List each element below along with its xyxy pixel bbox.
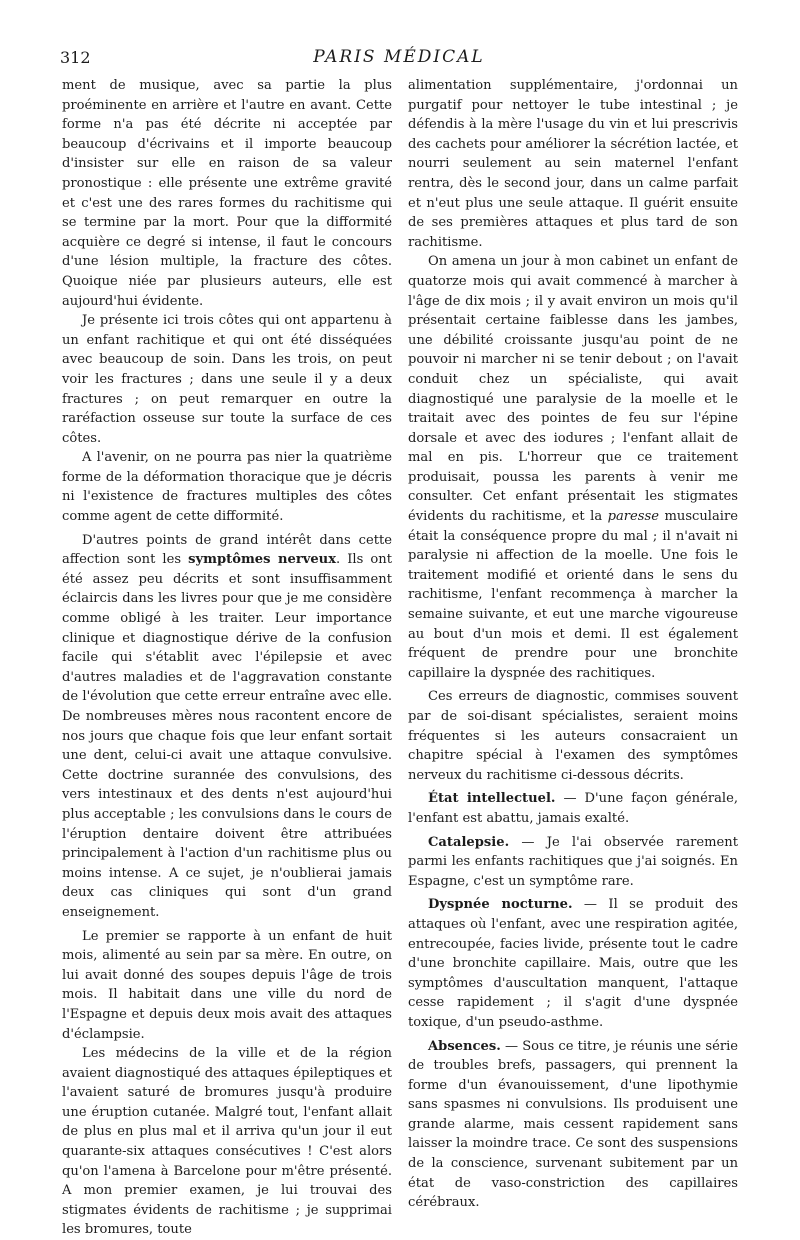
section-heading: État intellectuel. bbox=[428, 791, 556, 807]
left-column bbox=[62, 76, 392, 1240]
section-etat-intellectuel bbox=[408, 789, 738, 828]
paragraph: A l'avenir, on ne pourra pas nier la quatrième forme de la déformation thoracique que je décris ni l'existence de fractures multiples des côtes comme agent de cette difformité. bbox=[62, 450, 392, 525]
section-heading: Catalepsie. bbox=[428, 834, 510, 850]
paragraph: ment de musique, avec sa partie la plus proéminente en arrière et l'autre en avant. Cette forme n'a pas été décrite ni acceptée par beaucoup d'écrivains et il importe beaucoup d'insister sur elle en raison de sa valeur pronostique : elle présente une extrême gravité et c'est une des rares formes du rachitisme qui se termine par la mort. Pour que la difformité acquière ce degré si intense, il faut le concours d'une lésion multiple, la fracture des côtes. Quoique niée par plusieurs auteurs, elle est aujourd'hui évidente. bbox=[62, 78, 392, 309]
paragraph-text: On amena un jour à mon cabinet un enfant de quatorze mois qui avait commencé à marcher à l'âge de dix mois ; il y avait environ un mois qu'il présentait certaine faiblesse dans les jambes, une débilité croissante jusqu'au point de ne pouvoir ni marcher ni se tenir debout ; on l'avait conduit chez un spécialiste, qui avait diagnostiqué une paralysie de la moelle et le traitait avec des pointes de feu sur l'épine dorsale et avec des iodures ; l'enfant allait de mal en pis. L'horreur que ce traitement produisait, poussa les parents à venir me consulter. Cet enfant présentait les stigmates évidents du rachitisme, et la bbox=[408, 254, 738, 525]
section-catalepsie bbox=[408, 833, 738, 892]
paragraph: alimentation supplémentaire, j'ordonnai un purgatif pour nettoyer le tube intestinal ; je défendis à la mère l'usage du vin et lui prescrivis des cachets pour améliorer la sécrétion lactée, et nourri seulement au sein maternel l'enfant rentra, dès le second jour, dans un calme parfait et n'eut plus une seule attaque. Il guérit ensuite de ses premières attaques et plus tard de son rachitisme. bbox=[408, 78, 738, 250]
paragraph-text: musculaire était la conséquence propre du mal ; il n'avait ni paralysie ni affection de la moelle. Une fois le traitement modifié et orienté dans le sens du rachitisme, l'enfant recommença à marcher la semaine suivante, et eut une marche vigoureuse au bout d'un mois et demi. Il est également fréquent de prendre pour une bronchite capillaire la dyspnée des rachitiques. bbox=[408, 509, 739, 681]
paragraph-symptomes-nerveux bbox=[62, 531, 392, 923]
section-heading: Dyspnée nocturne. bbox=[428, 897, 573, 913]
section-dyspnee-nocturne bbox=[408, 895, 738, 1032]
page-number: 312 bbox=[60, 48, 91, 67]
section-text: — Il se produit des attaques où l'enfant, avec une respiration agitée, entrecoupée, facies livide, présente tout le cadre d'une bronchite capillaire. Mais, outre que les symptômes d'auscultation manquent, l'attaque cesse rapidement ; il s'agit d'une dyspnée toxique, d'un pseudo-asthme. bbox=[408, 897, 738, 1030]
bold-term: symptômes nerveux bbox=[188, 552, 336, 568]
section-text: — Je l'ai observée rarement parmi les enfants rachitiques que j'ai soignés. En Espagne, c'est un symptôme rare. bbox=[408, 834, 738, 889]
paragraph: Le premier se rapporte à un enfant de huit mois, alimenté au sein par sa mère. En outre, on lui avait donné des soupes depuis l'âge de trois mois. Il habitait dans une ville du nord de l'Espagne et depuis deux mois avait des attaques d'éclampsie. bbox=[62, 928, 392, 1042]
paragraph-text: . Ils ont été assez peu décrits et sont insuffisamment éclaircis dans les livres pour que je me considère comme obligé à les traiter. Leur importance clinique et diagnostique dérive de la confusion facile qui s'établit avec l'épilepsie et avec d'autres maladies et de l'aggravation constante de l'évolution que cette erreur entraîne avec elle. De nombreuses mères nous racontent encore de nos jours que chaque fois que leur enfant sortait une dent, celui-ci avait une attaque convulsive. Cette doctrine surannée des convulsions, des vers intestinaux et des dents n'est aujourd'hui plus acceptable ; les convulsions dans le cours de l'éruption dentaire doivent être attribuées principalement à l'action d'un rachitisme plus ou moins intense. A ce sujet, je n'oublierai jamais deux cas cliniques qui sont d'un grand enseignement. bbox=[62, 552, 392, 920]
section-text: — D'une façon générale, l'enfant est abattu, jamais exalté. bbox=[408, 791, 738, 826]
running-title: PARIS MÉDICAL bbox=[313, 47, 485, 67]
paragraph-case-two bbox=[408, 252, 738, 683]
paragraph-text: D'autres points de grand intérêt dans cette affection sont les bbox=[62, 532, 392, 568]
paragraph: Ces erreurs de diagnostic, commises souvent par de soi-disant spécialistes, seraient moins fréquentes si les auteurs consacraient un chapitre spécial à l'examen des symptômes nerveux du rachitisme ci-dessous décrits. bbox=[408, 689, 738, 783]
italic-term: paresse bbox=[607, 509, 659, 525]
section-heading: Absences. bbox=[428, 1038, 501, 1054]
right-column bbox=[408, 76, 738, 1213]
section-text: — Sous ce titre, je réunis une série de troubles brefs, passagers, qui prennent la forme d'un évanouissement, d'une lipothymie sans spasmes ni convulsions. Ils produisent une grande alarme, mais cessent rapidement sans laisser la moindre trace. Ce sont des suspensions de la conscience, survenant subitement par un état de vaso-constriction des capillaires cérébraux. bbox=[408, 1038, 739, 1211]
paragraph: Je présente ici trois côtes qui ont appartenu à un enfant rachitique et qui ont été disséquées avec beaucoup de soin. Dans les trois, on peut voir les fractures ; dans une seule il y a deux fractures ; on peut remarquer en outre la raréfaction osseuse sur toute la surface de ces côtes. bbox=[62, 313, 392, 446]
page-header bbox=[60, 48, 738, 74]
paragraph: Les médecins de la ville et de la région avaient diagnostiqué des attaques épileptiques et l'avaient saturé de bromures jusqu'à produire une éruption cutanée. Malgré tout, l'enfant allait de plus en plus mal et il arriva qu'un jour il eut quarante-six attaques consécutives ! C'est alors qu'on l'amena à Barcelone pour m'être présenté. A mon premier examen, je lui trouvai des stigmates évidents de rachitisme ; je supprimai les bromures, toute bbox=[62, 1046, 392, 1238]
section-absences bbox=[408, 1037, 738, 1213]
